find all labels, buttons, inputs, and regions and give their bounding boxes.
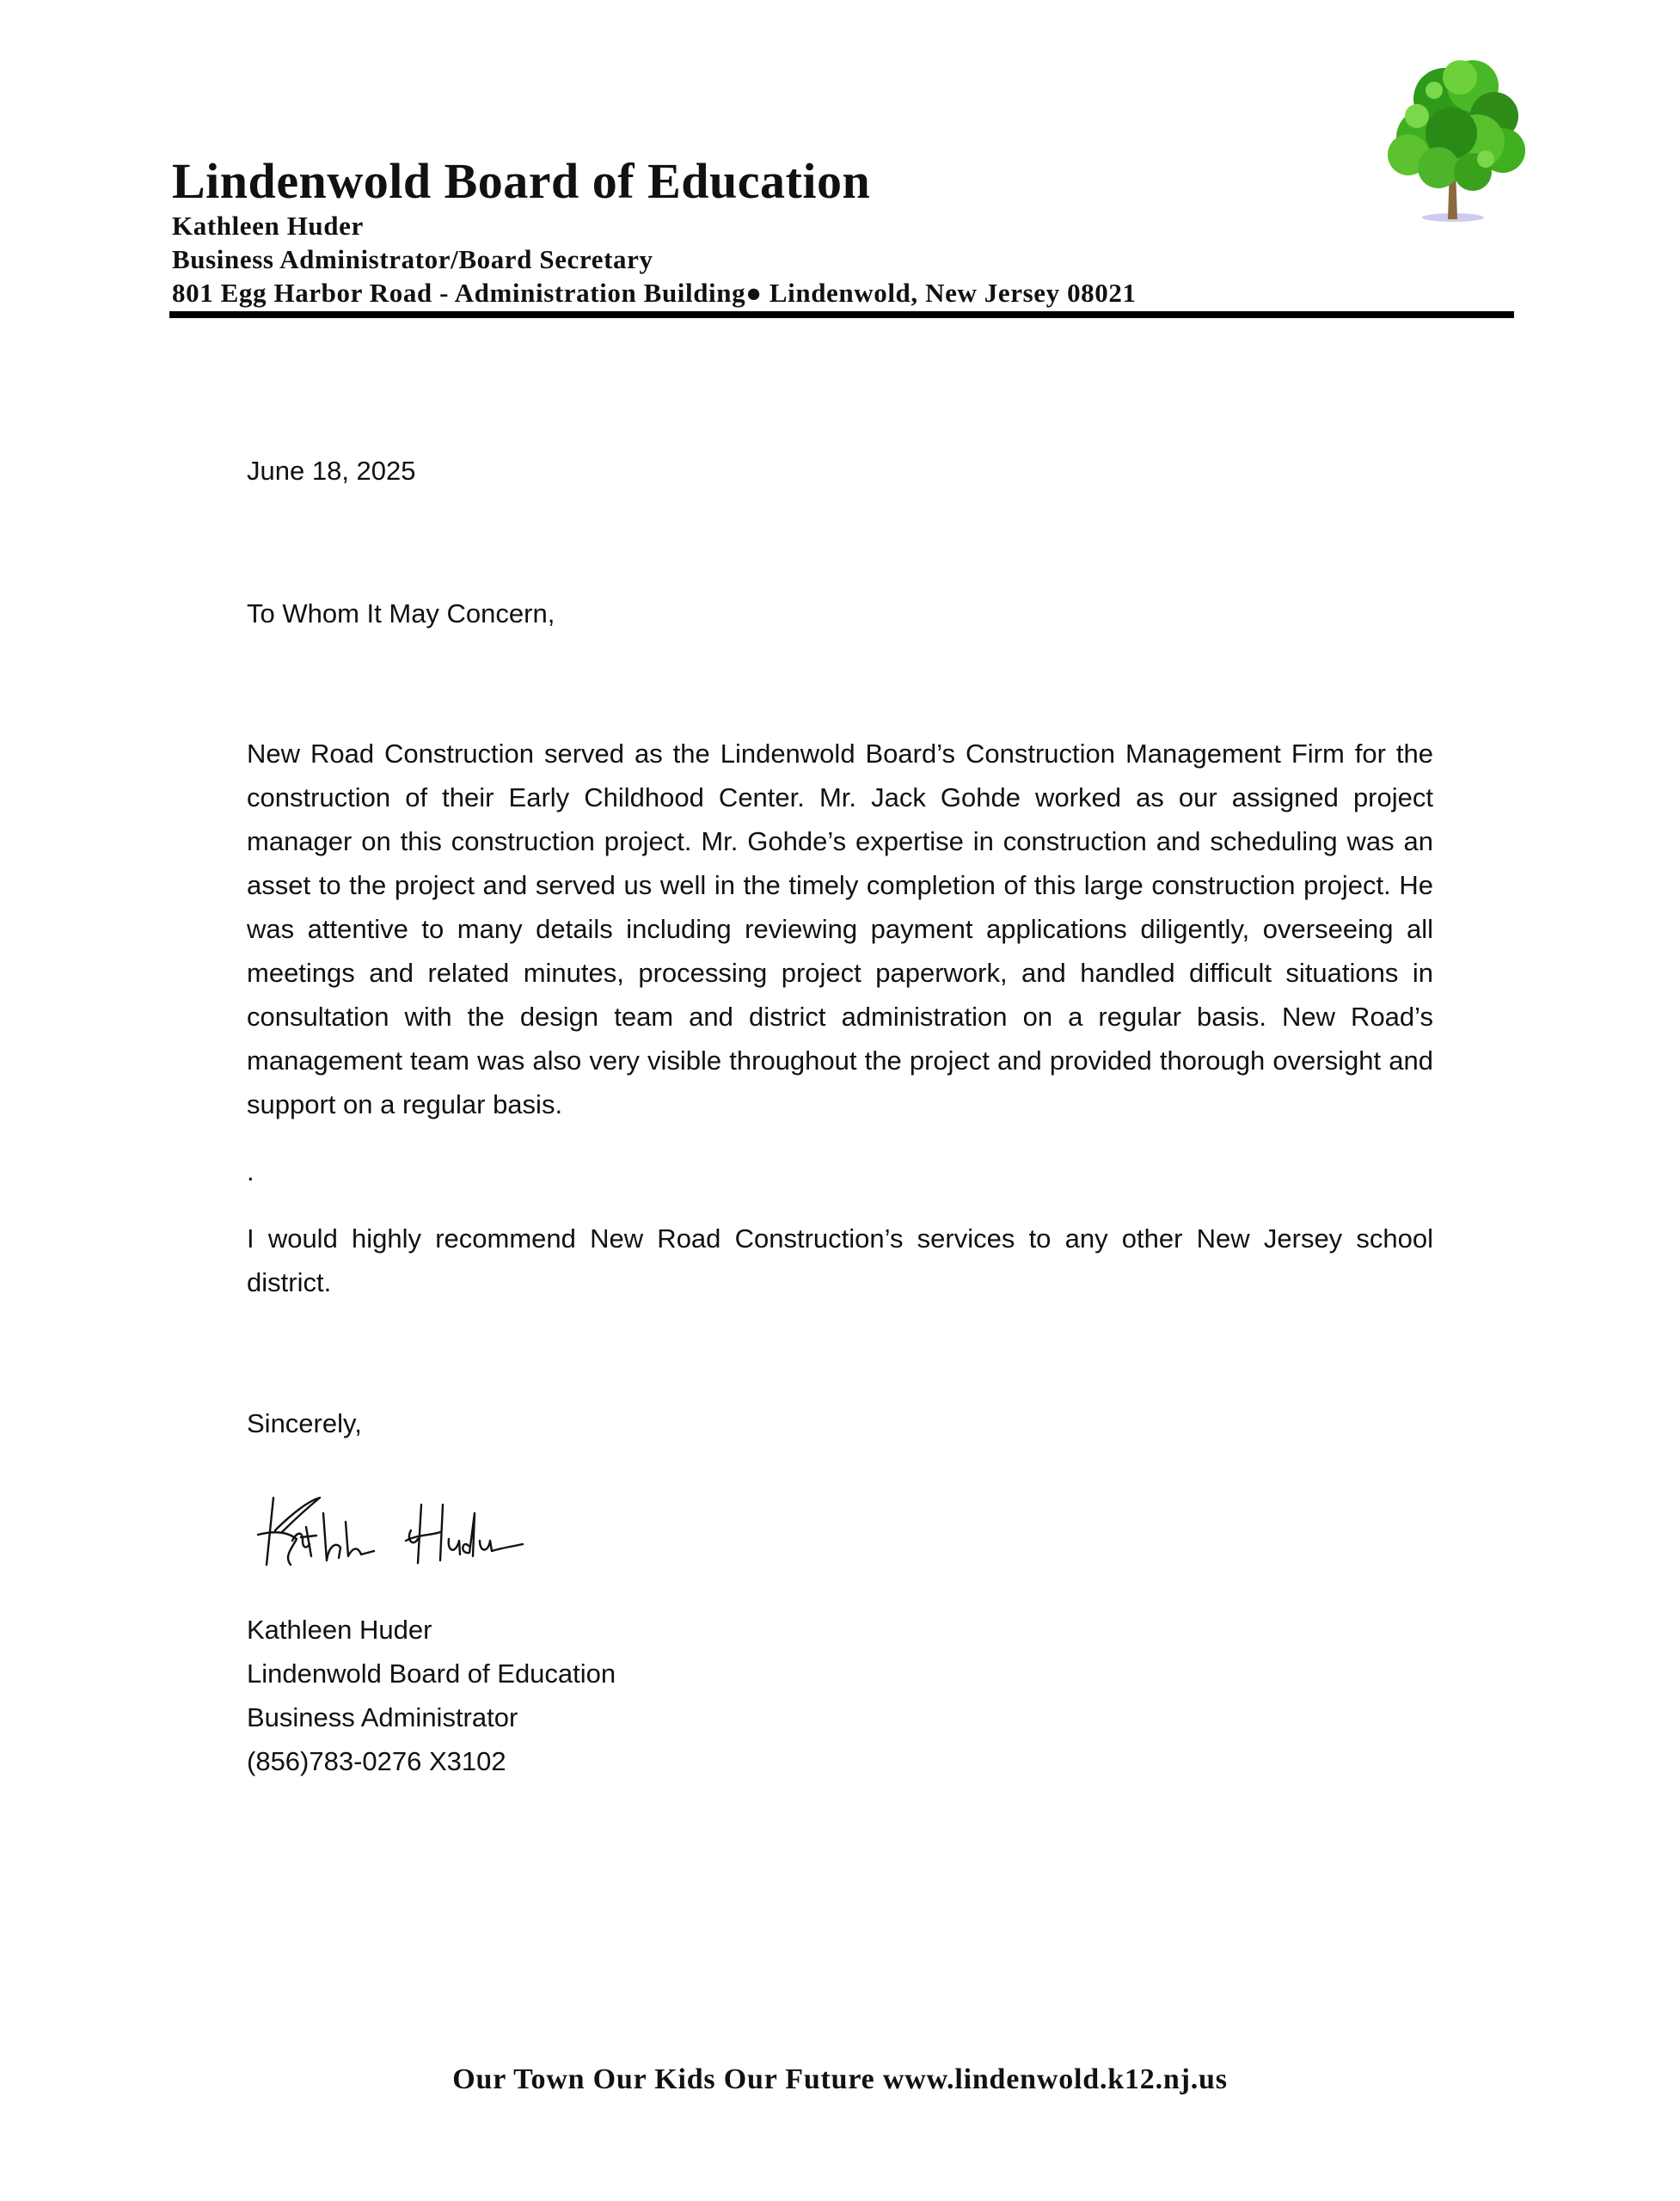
footer-tagline: Our Town Our Kids Our Future www.lindenwold.k12.nj.us bbox=[452, 2063, 1228, 2095]
organization-title: Lindenwold Board of Education bbox=[172, 153, 871, 209]
stray-mark: . bbox=[247, 1156, 254, 1186]
body-paragraph-1: New Road Construction served as the Lindenwold Board’s Construction Management Firm for the construction of their Early Childhood Center. Mr. Jack Gohde worked as our assigned project manager on this construction project. Mr. Gohde’s expertise in construction and scheduling was an asset to the project and served us well in the timely completion of this large construction project. He was attentive to many details including reviewing payment applications diligently, overseeing all meetings and related minutes, processing project paperwork, and handled difficult situations in consultation with the design team and district administration on a regular basis. New Road’s management team was also very visible throughout the project and provided thorough oversight and support on a regular basis. bbox=[247, 739, 1433, 1119]
closing: Sincerely, bbox=[247, 1408, 362, 1438]
letterhead-role: Business Administrator/Board Secretary bbox=[172, 244, 653, 274]
signer-name: Kathleen Huder bbox=[247, 1615, 432, 1645]
tree-logo-icon bbox=[1374, 47, 1529, 228]
signer-organization: Lindenwold Board of Education bbox=[247, 1658, 616, 1689]
signer-phone: (856)783-0276 X3102 bbox=[247, 1746, 506, 1776]
letterhead-address: 801 Egg Harbor Road - Administration Building● Lindenwold, New Jersey 08021 bbox=[172, 278, 1137, 308]
letterhead-name: Kathleen Huder bbox=[172, 211, 364, 241]
header-rule bbox=[169, 311, 1514, 318]
salutation: To Whom It May Concern, bbox=[247, 598, 555, 628]
body-paragraph-2: I would highly recommend New Road Construction’s services to any other New Jersey school district. bbox=[247, 1223, 1433, 1297]
handwritten-signature-icon bbox=[249, 1479, 542, 1573]
signer-title: Business Administrator bbox=[247, 1702, 518, 1732]
signature-block bbox=[247, 1608, 1433, 1783]
letter-date: June 18, 2025 bbox=[247, 456, 416, 486]
